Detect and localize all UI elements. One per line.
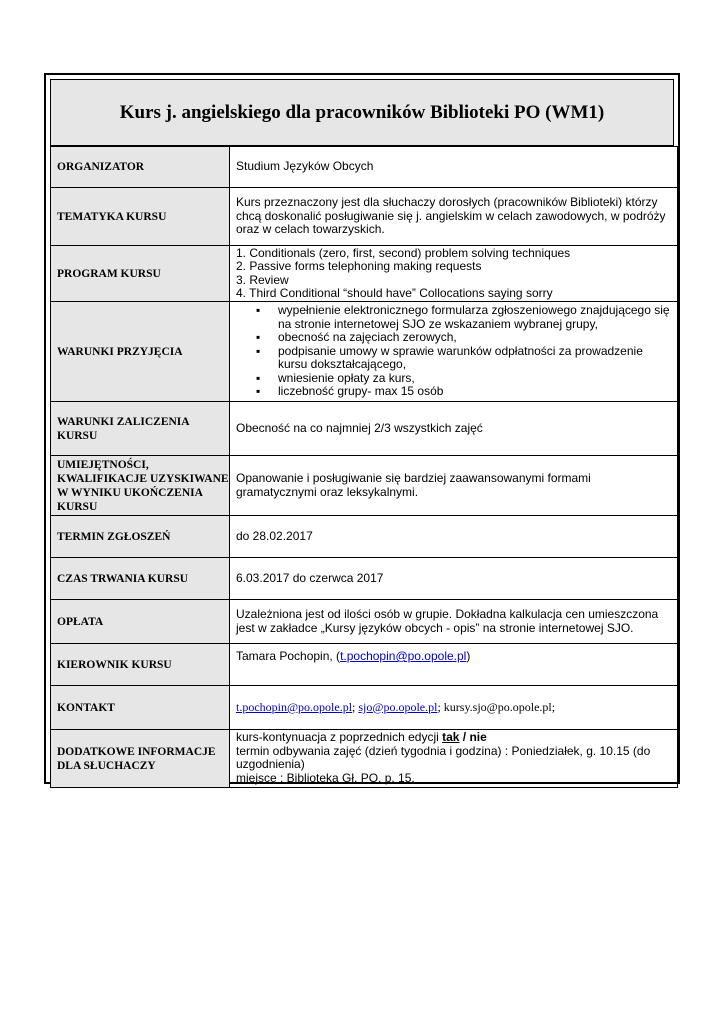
dodatkowe-line-3: miejsce : Biblioteka Gł. PO, p. 15. — [236, 770, 415, 785]
contact-rest: ; kursy.sjo@po.opole.pl; — [437, 699, 556, 714]
label-czas: CZAS TRWANIA KURSU — [51, 558, 230, 600]
row-kierownik — [51, 644, 678, 686]
continuation-yes: tak — [442, 730, 460, 744]
condition-item: ▪ podpisanie umowy w sprawie warunków odpłatności za prowadzenie kursu dokształcającego, — [256, 345, 671, 372]
label-program: PROGRAM KURSU — [51, 246, 230, 302]
continuation-no: / nie — [459, 730, 487, 744]
value-warunki-zaliczenia: Obecność na co najmniej 2/3 wszystkich zajęć — [230, 402, 678, 456]
label-warunki-zaliczenia: WARUNKI ZALICZENIA KURSU — [51, 402, 230, 456]
label-warunki-przyjecia: WARUNKI PRZYJĘCIA — [51, 302, 230, 402]
course-table — [50, 146, 678, 788]
value-warunki-przyjecia — [230, 302, 678, 402]
value-dodatkowe — [230, 730, 678, 788]
condition-item: ▪ wypełnienie elektronicznego formularza zgłoszeniowego znajdującego się na stronie internetowej SJO ze wskazaniem wybranej grupy, — [256, 304, 671, 331]
row-tematyka — [51, 188, 678, 246]
label-termin: TERMIN ZGŁOSZEŃ — [51, 516, 230, 558]
dodatkowe-line-2: termin odbywania zajęć (dzień tygodnia i godzina) : Poniedziałek, g. 10.15 (do uzgodnienia) — [236, 743, 651, 771]
conditions-list — [236, 304, 671, 399]
value-tematyka: Kurs przeznaczony jest dla słuchaczy dorosłych (pracowników Biblioteki) którzy chcą doskonalić posługiwanie się j. angielskim w celach zawodowych, w podróży oraz w celach towarzyskich. — [230, 188, 678, 246]
row-warunki-przyjecia — [51, 302, 678, 402]
contact-email-link-1[interactable]: t.pochopin@po.opole.pl — [236, 699, 353, 714]
label-dodatkowe: DODATKOWE INFORMACJE DLA SŁUCHACZY — [51, 730, 230, 788]
page-title: Kurs j. angielskiego dla pracowników Biblioteki PO (WM1) — [119, 101, 605, 123]
row-oplata — [51, 600, 678, 644]
label-oplata: OPŁATA — [51, 600, 230, 644]
label-kontakt: KONTAKT — [51, 686, 230, 730]
row-program — [51, 246, 678, 302]
value-czas: 6.03.2017 do czerwca 2017 — [230, 558, 678, 600]
row-dodatkowe — [51, 730, 678, 788]
continuation-text: kurs-kontynuacja z poprzednich edycji — [236, 730, 443, 744]
value-kierownik — [230, 644, 678, 686]
program-item: 3. Review — [236, 272, 289, 287]
title-box — [50, 79, 674, 146]
condition-item: ▪ wniesienie opłaty za kurs, — [256, 372, 671, 386]
row-kontakt — [51, 686, 678, 730]
row-termin — [51, 516, 678, 558]
kierownik-email-link[interactable]: t.pochopin@po.opole.pl — [340, 649, 467, 663]
value-organizator: Studium Języków Obcych — [230, 147, 678, 188]
value-termin: do 28.02.2017 — [230, 516, 678, 558]
condition-item: ▪ obecność na zajęciach zerowych, — [256, 331, 671, 345]
label-kierownik: KIEROWNIK KURSU — [51, 644, 230, 686]
program-item: 4. Third Conditional “should have” Collocations saying sorry — [236, 286, 553, 300]
program-item: 2. Passive forms telephoning making requests — [236, 259, 482, 273]
course-form — [44, 73, 680, 784]
row-czas — [51, 558, 678, 600]
value-kontakt — [230, 686, 678, 730]
row-organizator — [51, 147, 678, 188]
contact-separator: ; — [352, 699, 356, 714]
program-list — [236, 247, 671, 301]
row-umiejetnosci — [51, 456, 678, 516]
label-tematyka: TEMATYKA KURSU — [51, 188, 230, 246]
condition-item: ▪ liczebność grupy- max 15 osób — [256, 385, 671, 399]
label-organizator: ORGANIZATOR — [51, 147, 230, 188]
contact-email-link-2[interactable]: sjo@po.opole.pl — [358, 699, 438, 714]
row-warunki-zaliczenia — [51, 402, 678, 456]
value-oplata: Uzależniona jest od ilości osób w grupie. Dokładna kalkulacja cen umieszczona jest w zakładce „Kursy języków obcych - opis” na stronie internetowej SJO. — [230, 600, 678, 644]
value-program — [230, 246, 678, 302]
label-umiejetnosci: UMIEJĘTNOŚCI, KWALIFIKACJE UZYSKIWANE W WYNIKU UKOŃCZENIA KURSU — [51, 456, 230, 516]
value-umiejetnosci: Opanowanie i posługiwanie się bardziej zaawansowanymi formami gramatycznymi oraz leksykalnymi. — [230, 456, 678, 516]
kierownik-close: ) — [466, 649, 471, 663]
program-item: 1. Conditionals (zero, first, second) problem solving techniques — [236, 245, 571, 260]
kierownik-name: Tamara Pochopin, ( — [236, 649, 341, 663]
dodatkowe-line-1 — [236, 731, 671, 745]
